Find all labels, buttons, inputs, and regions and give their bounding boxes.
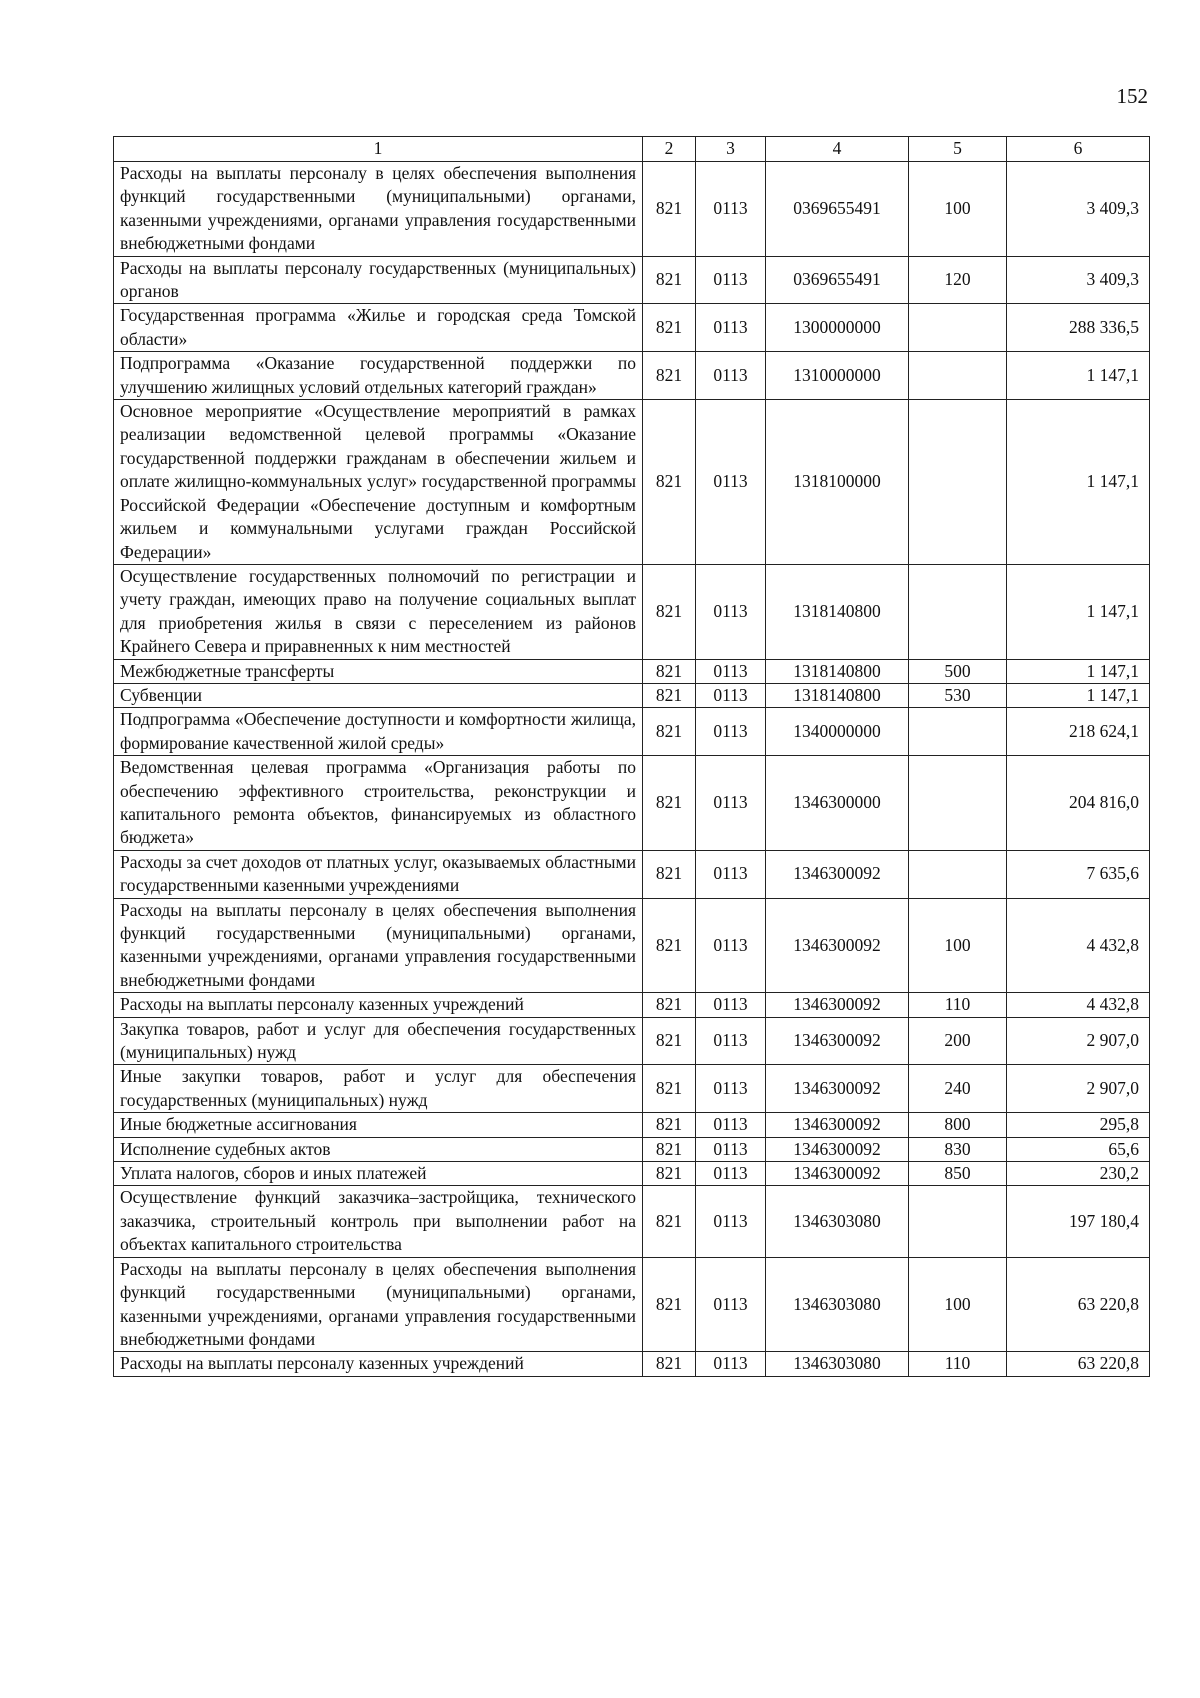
row-cs-cell: 1318140800 — [766, 659, 909, 683]
row-sum-cell: 288 336,5 — [1007, 304, 1150, 352]
row-cs-cell: 0369655491 — [766, 162, 909, 257]
row-sum-cell: 65,6 — [1007, 1137, 1150, 1161]
row-vr-cell — [909, 756, 1007, 851]
row-cs-cell: 1346303080 — [766, 1186, 909, 1257]
table-row — [114, 1186, 1150, 1257]
row-name-cell: Основное мероприятие «Осуществление мероприятий в рамках реализации ведомственной целевой программы «Оказание государственной поддержки гражданам в обеспечении жильем и оплате жилищно-коммунальных услуг» государственной программы Российской Федерации «Обеспечение доступным и комфортным жильем и коммунальными услугами граждан Российской Федерации» — [114, 400, 643, 565]
row-cs-cell: 1346300092 — [766, 1137, 909, 1161]
row-sum-cell: 1 147,1 — [1007, 659, 1150, 683]
row-name-cell: Подпрограмма «Оказание государственной поддержки по улучшению жилищных условий отдельных категорий граждан» — [114, 352, 643, 400]
header-cell-5: 5 — [909, 137, 1007, 162]
row-sum-cell: 4 432,8 — [1007, 898, 1150, 993]
row-razd-cell: 0113 — [696, 683, 766, 707]
row-vr-cell — [909, 352, 1007, 400]
table-row — [114, 898, 1150, 993]
table-row — [114, 708, 1150, 756]
table-row — [114, 304, 1150, 352]
row-cs-cell: 1346300092 — [766, 993, 909, 1017]
row-razd-cell: 0113 — [696, 564, 766, 659]
row-ved-cell: 821 — [643, 1137, 696, 1161]
row-ved-cell: 821 — [643, 683, 696, 707]
row-ved-cell: 821 — [643, 1352, 696, 1376]
row-vr-cell — [909, 1186, 1007, 1257]
row-cs-cell: 1346300092 — [766, 898, 909, 993]
row-vr-cell: 240 — [909, 1065, 1007, 1113]
row-name-cell: Государственная программа «Жилье и городская среда Томской области» — [114, 304, 643, 352]
row-vr-cell: 800 — [909, 1113, 1007, 1137]
budget-table — [113, 136, 1150, 1377]
row-vr-cell: 530 — [909, 683, 1007, 707]
row-ved-cell: 821 — [643, 659, 696, 683]
row-ved-cell: 821 — [643, 400, 696, 565]
row-sum-cell: 197 180,4 — [1007, 1186, 1150, 1257]
page-number: 152 — [1116, 84, 1148, 108]
row-vr-cell: 830 — [909, 1137, 1007, 1161]
table-row — [114, 1162, 1150, 1186]
table-row — [114, 850, 1150, 898]
row-ved-cell: 821 — [643, 304, 696, 352]
table-row — [114, 256, 1150, 304]
row-name-cell: Расходы на выплаты персоналу казенных учреждений — [114, 993, 643, 1017]
row-ved-cell: 821 — [643, 756, 696, 851]
row-name-cell: Расходы на выплаты персоналу в целях обеспечения выполнения функций государственными (муниципальными) органами, казенными учреждениями, органами управления государственными внебюджетными фондами — [114, 1257, 643, 1352]
row-ved-cell: 821 — [643, 1162, 696, 1186]
row-name-cell: Осуществление функций заказчика–застройщика, технического заказчика, строительный контроль при выполнении работ на объектах капитального строительства — [114, 1186, 643, 1257]
row-razd-cell: 0113 — [696, 1113, 766, 1137]
row-name-cell: Расходы на выплаты персоналу государственных (муниципальных) органов — [114, 256, 643, 304]
table-row — [114, 1113, 1150, 1137]
table-row — [114, 1352, 1150, 1376]
row-vr-cell — [909, 304, 1007, 352]
row-razd-cell: 0113 — [696, 162, 766, 257]
table-row — [114, 1137, 1150, 1161]
row-cs-cell: 1346300092 — [766, 1017, 909, 1065]
row-cs-cell: 1318100000 — [766, 400, 909, 565]
row-sum-cell: 230,2 — [1007, 1162, 1150, 1186]
row-sum-cell: 3 409,3 — [1007, 256, 1150, 304]
row-cs-cell: 1346300000 — [766, 756, 909, 851]
row-ved-cell: 821 — [643, 1186, 696, 1257]
row-sum-cell: 4 432,8 — [1007, 993, 1150, 1017]
table-row — [114, 683, 1150, 707]
row-vr-cell: 100 — [909, 898, 1007, 993]
row-sum-cell: 2 907,0 — [1007, 1065, 1150, 1113]
row-cs-cell: 1310000000 — [766, 352, 909, 400]
row-vr-cell — [909, 400, 1007, 565]
row-vr-cell: 110 — [909, 993, 1007, 1017]
row-ved-cell: 821 — [643, 993, 696, 1017]
row-razd-cell: 0113 — [696, 1137, 766, 1161]
row-ved-cell: 821 — [643, 1065, 696, 1113]
row-sum-cell: 1 147,1 — [1007, 683, 1150, 707]
row-cs-cell: 1318140800 — [766, 683, 909, 707]
row-ved-cell: 821 — [643, 850, 696, 898]
row-cs-cell: 1346300092 — [766, 850, 909, 898]
table-row — [114, 1065, 1150, 1113]
row-ved-cell: 821 — [643, 1257, 696, 1352]
row-ved-cell: 821 — [643, 352, 696, 400]
row-ved-cell: 821 — [643, 1113, 696, 1137]
row-sum-cell: 1 147,1 — [1007, 564, 1150, 659]
row-sum-cell: 63 220,8 — [1007, 1257, 1150, 1352]
header-cell-1: 1 — [114, 137, 643, 162]
row-razd-cell: 0113 — [696, 898, 766, 993]
row-cs-cell: 1346300092 — [766, 1113, 909, 1137]
table-row — [114, 993, 1150, 1017]
row-name-cell: Осуществление государственных полномочий по регистрации и учету граждан, имеющих право на получение социальных выплат для приобретения жилья в связи с переселением из районов Крайнего Севера и приравненных к ним местностей — [114, 564, 643, 659]
row-ved-cell: 821 — [643, 162, 696, 257]
row-ved-cell: 821 — [643, 708, 696, 756]
row-razd-cell: 0113 — [696, 993, 766, 1017]
row-sum-cell: 1 147,1 — [1007, 352, 1150, 400]
row-cs-cell: 1346303080 — [766, 1257, 909, 1352]
header-cell-2: 2 — [643, 137, 696, 162]
row-razd-cell: 0113 — [696, 1065, 766, 1113]
row-name-cell: Расходы на выплаты персоналу в целях обеспечения выполнения функций государственными (муниципальными) органами, казенными учреждениями, органами управления государственными внебюджетными фондами — [114, 162, 643, 257]
row-name-cell: Закупка товаров, работ и услуг для обеспечения государственных (муниципальных) нужд — [114, 1017, 643, 1065]
row-sum-cell: 63 220,8 — [1007, 1352, 1150, 1376]
header-cell-6: 6 — [1007, 137, 1150, 162]
row-cs-cell: 1346303080 — [766, 1352, 909, 1376]
row-vr-cell: 100 — [909, 162, 1007, 257]
row-vr-cell: 850 — [909, 1162, 1007, 1186]
row-razd-cell: 0113 — [696, 1352, 766, 1376]
row-ved-cell: 821 — [643, 564, 696, 659]
row-name-cell: Уплата налогов, сборов и иных платежей — [114, 1162, 643, 1186]
row-cs-cell: 0369655491 — [766, 256, 909, 304]
row-razd-cell: 0113 — [696, 304, 766, 352]
row-vr-cell — [909, 564, 1007, 659]
row-sum-cell: 3 409,3 — [1007, 162, 1150, 257]
budget-table-body — [114, 137, 1150, 1377]
row-cs-cell: 1300000000 — [766, 304, 909, 352]
row-razd-cell: 0113 — [696, 708, 766, 756]
row-vr-cell: 100 — [909, 1257, 1007, 1352]
table-row — [114, 1257, 1150, 1352]
row-razd-cell: 0113 — [696, 1186, 766, 1257]
row-vr-cell: 500 — [909, 659, 1007, 683]
header-cell-4: 4 — [766, 137, 909, 162]
row-vr-cell — [909, 708, 1007, 756]
row-sum-cell: 204 816,0 — [1007, 756, 1150, 851]
row-razd-cell: 0113 — [696, 850, 766, 898]
row-vr-cell: 200 — [909, 1017, 1007, 1065]
row-razd-cell: 0113 — [696, 256, 766, 304]
row-razd-cell: 0113 — [696, 1257, 766, 1352]
row-vr-cell — [909, 850, 1007, 898]
row-sum-cell: 1 147,1 — [1007, 400, 1150, 565]
header-cell-3: 3 — [696, 137, 766, 162]
table-row — [114, 564, 1150, 659]
row-vr-cell: 110 — [909, 1352, 1007, 1376]
row-razd-cell: 0113 — [696, 400, 766, 565]
row-name-cell: Расходы на выплаты персоналу казенных учреждений — [114, 1352, 643, 1376]
table-header-row — [114, 137, 1150, 162]
row-ved-cell: 821 — [643, 1017, 696, 1065]
row-cs-cell: 1340000000 — [766, 708, 909, 756]
row-razd-cell: 0113 — [696, 1017, 766, 1065]
row-name-cell: Ведомственная целевая программа «Организация работы по обеспечению эффективного строительства, реконструкции и капитального ремонта объектов, финансируемых из областного бюджета» — [114, 756, 643, 851]
budget-table-container — [113, 136, 1149, 1377]
row-razd-cell: 0113 — [696, 352, 766, 400]
row-sum-cell: 2 907,0 — [1007, 1017, 1150, 1065]
table-row — [114, 1017, 1150, 1065]
row-sum-cell: 218 624,1 — [1007, 708, 1150, 756]
row-ved-cell: 821 — [643, 898, 696, 993]
row-vr-cell: 120 — [909, 256, 1007, 304]
row-name-cell: Расходы за счет доходов от платных услуг, оказываемых областными государственными казенными учреждениями — [114, 850, 643, 898]
row-sum-cell: 7 635,6 — [1007, 850, 1150, 898]
row-name-cell: Иные бюджетные ассигнования — [114, 1113, 643, 1137]
row-ved-cell: 821 — [643, 256, 696, 304]
row-name-cell: Расходы на выплаты персоналу в целях обеспечения выполнения функций государственными (муниципальными) органами, казенными учреждениями, органами управления государственными внебюджетными фондами — [114, 898, 643, 993]
row-name-cell: Подпрограмма «Обеспечение доступности и комфортности жилища, формирование качественной жилой среды» — [114, 708, 643, 756]
row-razd-cell: 0113 — [696, 756, 766, 851]
table-row — [114, 659, 1150, 683]
row-razd-cell: 0113 — [696, 659, 766, 683]
row-sum-cell: 295,8 — [1007, 1113, 1150, 1137]
table-row — [114, 756, 1150, 851]
table-row — [114, 162, 1150, 257]
row-name-cell: Исполнение судебных актов — [114, 1137, 643, 1161]
row-cs-cell: 1346300092 — [766, 1162, 909, 1186]
table-row — [114, 400, 1150, 565]
row-name-cell: Межбюджетные трансферты — [114, 659, 643, 683]
row-cs-cell: 1318140800 — [766, 564, 909, 659]
row-name-cell: Субвенции — [114, 683, 643, 707]
row-razd-cell: 0113 — [696, 1162, 766, 1186]
row-name-cell: Иные закупки товаров, работ и услуг для обеспечения государственных (муниципальных) нужд — [114, 1065, 643, 1113]
row-cs-cell: 1346300092 — [766, 1065, 909, 1113]
table-row — [114, 352, 1150, 400]
